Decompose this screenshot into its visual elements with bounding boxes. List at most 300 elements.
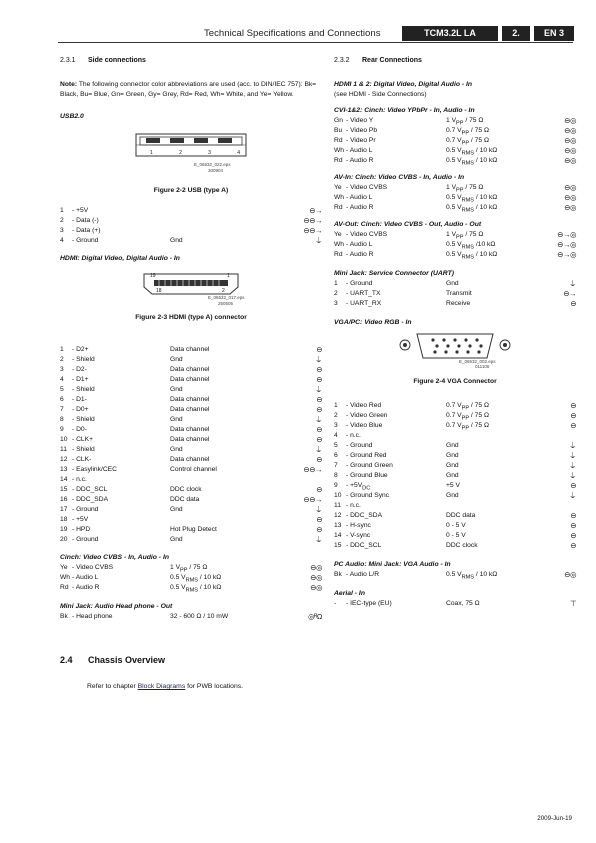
signal-direction-icon: ⊖◎ <box>310 563 322 572</box>
pin-name: - Video CVBS <box>346 231 388 238</box>
hdmi-pin-1-label: 1 <box>227 273 230 279</box>
pin-id: 3 <box>60 227 64 234</box>
hdmi-pin-18-label: 18 <box>156 288 162 294</box>
pin-id: 5 <box>334 442 338 449</box>
usb-heading: USB2.0 <box>60 113 84 120</box>
pin-id: 15 <box>60 486 68 493</box>
pin-id: Gn <box>334 117 343 124</box>
pin-name: - n.c. <box>346 432 361 439</box>
signal-direction-icon: ⊖ <box>570 411 576 420</box>
pin-id: 2 <box>60 356 64 363</box>
usb-figure <box>126 128 256 176</box>
hdmi-pin-2-label: 2 <box>222 288 225 294</box>
usb-fig-date: 300904 <box>208 168 224 173</box>
signal-direction-icon: ⊖ <box>316 375 322 384</box>
section-title: Side connections <box>88 57 146 64</box>
table-row <box>334 136 576 146</box>
pin-description: Gnd <box>446 492 459 499</box>
pin-name: - Video Blue <box>346 422 383 429</box>
table-row <box>334 411 576 421</box>
pin-id: Bu <box>334 127 343 134</box>
pin-description: 0.5 $V_{RMS} / 10$ kΩ <box>170 584 222 594</box>
signal-direction-icon: ⊖◎ <box>310 583 322 592</box>
pin-id: 3 <box>334 300 338 307</box>
avout-table <box>334 230 576 260</box>
cvbs-side-table <box>60 563 322 593</box>
usb-pin-labels: 1 2 3 4 <box>150 150 240 156</box>
pin-description: Gnd <box>170 446 183 453</box>
pin-description: Data channel <box>170 396 210 403</box>
table-row <box>60 385 322 395</box>
pin-id: 13 <box>60 466 68 473</box>
usb-caption: Figure 2-2 USB (type A) <box>153 187 229 194</box>
hdmi-fig-id: E_06532_017.eps <box>208 295 245 300</box>
pin-name: - CLK- <box>72 456 92 463</box>
pin-id: 11 <box>334 502 341 509</box>
vga-fig-date: 011106 <box>475 364 490 369</box>
table-row <box>334 193 576 203</box>
pin-id: Ye <box>60 564 68 571</box>
table-row <box>334 299 576 309</box>
table-row <box>60 216 322 226</box>
pin-id: Bk <box>334 571 342 578</box>
vga-connector-drawing <box>395 331 515 365</box>
pin-id: 4 <box>60 376 64 383</box>
ypbpr-table <box>334 116 576 166</box>
table-row <box>60 425 322 435</box>
pin-description: Data channel <box>170 406 210 413</box>
pin-name: - Data (+) <box>72 227 101 234</box>
pin-name: - n.c. <box>346 502 361 509</box>
pin-description: +5 V <box>446 482 460 489</box>
pin-description: DDC data <box>446 512 476 519</box>
vga-heading: VGA/PC: Video RGB - In <box>334 319 412 326</box>
vga-fig-id: E_06532_002.eps <box>459 359 496 364</box>
table-row <box>60 236 322 246</box>
section-number: 2.4 <box>60 655 73 665</box>
signal-direction-icon: ⊖◎ <box>310 573 322 582</box>
table-row <box>60 475 322 485</box>
pin-name: - Audio L <box>346 147 373 154</box>
signal-direction-icon: ⊖ <box>316 365 322 374</box>
pin-id: 10 <box>60 436 68 443</box>
vga-figure <box>395 331 515 373</box>
signal-direction-icon: ⊖ <box>316 435 322 444</box>
pin-id: 18 <box>60 516 68 523</box>
signal-direction-icon: ⏚ <box>315 236 322 245</box>
table-row <box>60 365 322 375</box>
pin-id: 11 <box>60 446 67 453</box>
pin-description: Data channel <box>170 456 210 463</box>
side-connections-column <box>60 56 322 622</box>
signal-direction-icon: ⊖◎ <box>564 183 576 192</box>
pin-id: 12 <box>60 456 68 463</box>
pin-id: 1 <box>334 402 338 409</box>
table-row <box>60 495 322 505</box>
table-row <box>60 515 322 525</box>
pin-id: 14 <box>60 476 68 483</box>
rear-connections-column <box>334 56 576 609</box>
pin-id: Wh <box>60 574 71 581</box>
pin-description: 0.7 $V_{PP} / 75$ Ω <box>446 127 489 137</box>
signal-direction-icon: ⊖ <box>570 541 576 550</box>
table-row <box>334 599 576 609</box>
signal-direction-icon: ⊖◎ <box>564 146 576 155</box>
pin-description: Data channel <box>170 426 210 433</box>
aerial-heading: Aerial - In <box>334 590 365 597</box>
table-row <box>60 395 322 405</box>
pin-description: 0.7 $V_{PP} / 75$ Ω <box>446 137 489 147</box>
pin-description: 1 $V_{PP} / 75$ Ω <box>170 564 208 574</box>
uart-table <box>334 279 576 309</box>
signal-direction-icon: ⏚ <box>315 415 322 424</box>
pin-description: 0.5 $V_{RMS} / 10$ kΩ <box>446 251 498 261</box>
table-row <box>334 126 576 136</box>
pin-description: Hot Plug Detect <box>170 526 217 533</box>
pin-description: 32 - 600 Ω / 10 mW <box>170 613 229 620</box>
headphone-heading: Mini Jack: Audio Head phone - Out <box>60 603 173 610</box>
table-row <box>334 441 576 451</box>
pin-name: - n.c. <box>72 476 87 483</box>
table-row <box>334 250 576 260</box>
table-row <box>60 612 322 622</box>
table-row <box>334 421 576 431</box>
pin-description: 0.7 $V_{PP} / 75$ Ω <box>446 402 489 412</box>
pin-description: DDC clock <box>170 486 202 493</box>
pin-name: - Head phone <box>72 613 113 620</box>
table-row <box>334 501 576 511</box>
pin-description: Data channel <box>170 436 210 443</box>
hdmi-pin-19-label: 19 <box>150 273 156 279</box>
pin-id: 6 <box>60 396 64 403</box>
pin-id: 4 <box>334 432 338 439</box>
cvbs-side-heading: Cinch: Video CVBS - In, Audio - In <box>60 554 169 561</box>
pin-name: - Ground Sync <box>346 492 390 499</box>
table-row <box>334 451 576 461</box>
pin-name: - Video CVBS <box>346 184 388 191</box>
usb-pin-table <box>60 206 322 246</box>
signal-direction-icon: ⊖ <box>570 531 576 540</box>
signal-direction-icon: ⊖ <box>316 525 322 534</box>
signal-direction-icon: ⏚ <box>569 461 576 470</box>
signal-direction-icon: ⊖ <box>316 345 322 354</box>
pin-id: Rd <box>334 137 343 144</box>
section-number: 2.3.1 <box>60 57 76 64</box>
signal-direction-icon: ⊖ <box>316 515 322 524</box>
pin-id: Ye <box>334 231 342 238</box>
pin-name: - DDC_SDA <box>346 512 383 519</box>
pin-name: - Ground Blue <box>346 472 388 479</box>
table-row <box>334 521 576 531</box>
table-row <box>334 146 576 156</box>
signal-direction-icon: ⊖→◎ <box>557 230 576 239</box>
table-row <box>60 455 322 465</box>
pin-description: 1 $V_{PP} / 75$ Ω <box>446 184 484 194</box>
table-row <box>60 445 322 455</box>
pin-description: Gnd <box>446 462 459 469</box>
pin-id: 2 <box>60 217 64 224</box>
pin-description: 0.5 $V_{RMS} / 10$ kΩ <box>446 571 498 581</box>
table-row <box>60 535 322 545</box>
hdmi-side-heading: HDMI: Digital Video, Digital Audio - In <box>60 255 180 262</box>
table-row <box>334 541 576 551</box>
signal-direction-icon: ⏚ <box>569 451 576 460</box>
pin-description: 0 - 5 V <box>446 522 466 529</box>
table-row <box>334 461 576 471</box>
pin-id: Wh <box>334 241 345 248</box>
pin-id: 19 <box>60 526 68 533</box>
pin-id: 2 <box>334 412 338 419</box>
pin-description: Coax, 75 Ω <box>446 600 480 607</box>
uart-heading: Mini Jack: Service Connector (UART) <box>334 270 454 277</box>
signal-direction-icon: ⊖◎ <box>564 193 576 202</box>
signal-direction-icon: ⏚ <box>315 385 322 394</box>
pin-id: Rd <box>334 204 343 211</box>
chassis-overview-heading <box>60 655 165 665</box>
pin-description: Gnd <box>446 442 459 449</box>
pin-description: Gnd <box>170 356 183 363</box>
color-note: Note: The following connector color abbreviations are used (acc. to DIN/IEC 757): Bk= Black, Bu= Blue, Gn= Green, Gy= Grey, Rd= Red, Wh= White, and Ye= Yellow. <box>60 81 317 98</box>
usb-fig-id: E_06532_022.eps <box>194 162 231 167</box>
pin-name: - UART_RX <box>346 300 382 307</box>
pin-id: 17 <box>60 506 68 513</box>
pin-name: - D1+ <box>72 376 89 383</box>
table-row <box>334 481 576 491</box>
pin-name: - +5V <box>72 207 89 214</box>
table-row <box>334 240 576 250</box>
pin-id: 20 <box>60 536 68 543</box>
pin-id: 8 <box>60 416 64 423</box>
pin-description: 0 - 5 V <box>446 532 466 539</box>
pin-name: - Video Pr <box>346 137 376 144</box>
pin-id: Wh <box>334 147 345 154</box>
pin-name: - DDC_SCL <box>346 542 382 549</box>
pin-description: 0.5 $V_{RMS} / 10$ kΩ <box>446 194 498 204</box>
table-row <box>334 203 576 213</box>
pin-name: - Video Y <box>346 117 374 124</box>
signal-direction-icon: ⊖◎ <box>564 203 576 212</box>
pin-id: 12 <box>334 512 342 519</box>
pin-name: - Ground <box>72 237 99 244</box>
pin-name: - Ground <box>346 280 373 287</box>
pin-description: 1 $V_{PP} / 75$ Ω <box>446 117 484 127</box>
pin-name: - Audio R <box>72 584 100 591</box>
table-row <box>334 183 576 193</box>
pin-id: 6 <box>334 452 338 459</box>
avin-heading: AV-In: Cinch: Video CVBS - In, Audio - In <box>334 174 465 181</box>
hdmi-rear-heading: HDMI 1 & 2: Digital Video, Digital Audio - In <box>334 81 473 88</box>
pin-id: 3 <box>334 422 338 429</box>
signal-direction-icon: ⊖◎ <box>564 156 576 165</box>
table-row <box>60 465 322 475</box>
table-row <box>334 116 576 126</box>
pin-name: - Data (-) <box>72 217 99 224</box>
pin-name: - DDC_SCL <box>72 486 108 493</box>
table-row <box>334 230 576 240</box>
hdmi-caption: Figure 2-3 HDMI (type A) connector <box>135 314 247 321</box>
pin-id: Rd <box>334 251 343 258</box>
pin-description: Gnd <box>170 506 183 513</box>
pin-description: Gnd <box>170 416 183 423</box>
table-row <box>60 563 322 573</box>
signal-direction-icon: ⊖ <box>316 455 322 464</box>
pin-name: - Easylink/CEC <box>72 466 117 473</box>
signal-direction-icon: ⊖◎ <box>564 126 576 135</box>
signal-direction-icon: ⊖⊖→ <box>303 226 322 235</box>
signal-direction-icon: ⊖→ <box>309 206 322 215</box>
table-row <box>334 471 576 481</box>
pin-name: - Ground <box>346 442 373 449</box>
model-badge: TCM3.2L LA <box>402 26 498 41</box>
table-row <box>334 431 576 441</box>
pin-name: - Video Pb <box>346 127 378 134</box>
signal-direction-icon: ⏚ <box>569 279 576 288</box>
table-row <box>334 531 576 541</box>
vga-caption: Figure 2-4 VGA Connector <box>413 378 497 385</box>
pc-audio-heading: PC Audio: Mini Jack: VGA Audio - In <box>334 561 451 568</box>
pin-id: 16 <box>60 496 68 503</box>
signal-direction-icon: ⊖◎ <box>564 116 576 125</box>
pin-id: 10 <box>334 492 342 499</box>
pin-id: Rd <box>60 584 69 591</box>
hdmi-rear-note: (see HDMI - Side Connections) <box>334 91 427 98</box>
table-row <box>334 156 576 166</box>
pin-name: - D2+ <box>72 346 89 353</box>
section-heading-side <box>60 56 322 66</box>
pin-id: Rd <box>334 157 343 164</box>
table-row <box>60 505 322 515</box>
table-row <box>334 279 576 289</box>
pin-description: 0.7 $V_{PP} / 75$ Ω <box>446 422 489 432</box>
pin-name: - Audio L/R <box>346 571 380 578</box>
signal-direction-icon: ⊖ <box>570 299 576 308</box>
pin-name: - Shield <box>72 416 95 423</box>
header-rule <box>58 42 573 43</box>
pin-id: 7 <box>334 462 338 469</box>
table-row <box>60 435 322 445</box>
pin-id: Wh <box>334 194 345 201</box>
pin-name: - Audio R <box>346 204 374 211</box>
signal-direction-icon: ⊖ <box>570 481 576 490</box>
pin-name: - DDC_SDA <box>72 496 109 503</box>
pin-name: - Video Green <box>346 412 388 419</box>
signal-direction-icon: ⊖⊖→ <box>303 465 322 474</box>
pin-id: 7 <box>60 406 64 413</box>
pin-description: 0.5 $V_{RMS}$ /10 kΩ <box>446 241 496 251</box>
hdmi-pin-table <box>60 345 322 545</box>
table-row <box>334 570 576 580</box>
page-header-title: Technical Specifications and Connections <box>204 28 381 39</box>
pin-name: - Audio R <box>346 251 374 258</box>
pin-name: - Audio L <box>346 194 373 201</box>
pin-id: 1 <box>334 280 338 287</box>
signal-direction-icon: ⊖ <box>316 485 322 494</box>
language-badge: EN 3 <box>534 26 574 41</box>
table-row <box>60 415 322 425</box>
pin-description: 0.5 $V_{RMS} / 10$ kΩ <box>170 574 222 584</box>
pin-name: - D0- <box>72 426 87 433</box>
pin-name: - HPD <box>72 526 91 533</box>
pin-description: Gnd <box>446 280 459 287</box>
section-title: Rear Connections <box>362 57 422 64</box>
pin-description: Transmit <box>446 290 472 297</box>
signal-direction-icon: ⏚ <box>315 505 322 514</box>
pin-name: - Video Red <box>346 402 382 409</box>
pin-name: - D2- <box>72 366 87 373</box>
pin-name: - +5V <box>72 516 89 523</box>
pin-name: - H-sync <box>346 522 371 529</box>
pin-name: - V-sync <box>346 532 371 539</box>
pin-id: 3 <box>60 366 64 373</box>
signal-direction-icon: ⊖ <box>316 405 322 414</box>
pin-name: - Ground <box>72 506 99 513</box>
pin-description: Gnd <box>446 452 459 459</box>
pin-name: - CLK+ <box>72 436 93 443</box>
pin-name: - Ground <box>72 536 99 543</box>
pin-id: 9 <box>334 482 338 489</box>
table-row <box>60 226 322 236</box>
pin-description: 0.5 $V_{RMS} / 10$ kΩ <box>446 147 498 157</box>
pin-id: 14 <box>334 532 342 539</box>
pin-description: Receive <box>446 300 471 307</box>
pin-description: Data channel <box>170 366 210 373</box>
section-heading-rear <box>334 56 576 66</box>
pin-name: - Ground Red <box>346 452 387 459</box>
section-title: Chassis Overview <box>88 655 166 665</box>
signal-direction-icon: ⏚ <box>569 471 576 480</box>
pin-name: - Audio R <box>346 157 374 164</box>
pin-name: - D1- <box>72 396 87 403</box>
pin-description: 0.7 $V_{PP} / 75$ Ω <box>446 412 489 422</box>
pin-id: 13 <box>334 522 342 529</box>
table-row <box>60 355 322 365</box>
signal-direction-icon: ⊖ <box>316 425 322 434</box>
pin-id: Bk <box>60 613 68 620</box>
signal-direction-icon: ⊖◎ <box>564 136 576 145</box>
avin-table <box>334 183 576 213</box>
block-diagrams-link[interactable]: Block Diagrams <box>137 683 186 690</box>
hdmi-fig-date: 250505 <box>218 301 234 306</box>
pin-id: 9 <box>60 426 64 433</box>
pin-id: 4 <box>60 237 64 244</box>
headphone-table <box>60 612 322 622</box>
pin-description: 1 $V_{PP} / 75$ Ω <box>446 231 484 241</box>
pin-name: - Audio L <box>72 574 99 581</box>
table-row <box>60 573 322 583</box>
pin-name: - D0+ <box>72 406 89 413</box>
pin-name: - IEC-type (EU) <box>346 600 392 607</box>
pin-id: 5 <box>60 386 64 393</box>
table-row <box>334 289 576 299</box>
signal-direction-icon: ⏚ <box>569 491 576 500</box>
aerial-table <box>334 599 576 609</box>
signal-direction-icon: ⊖→◎ <box>557 250 576 259</box>
pin-name: - Shield <box>72 356 95 363</box>
signal-direction-icon: ⊖→◎ <box>557 240 576 249</box>
table-row <box>60 206 322 216</box>
section-number: 2.3.2 <box>334 57 350 64</box>
table-row <box>60 345 322 355</box>
footer-date: 2009-Jun-19 <box>537 815 572 822</box>
table-row <box>334 491 576 501</box>
pc-audio-table <box>334 570 576 580</box>
pin-description: Gnd <box>170 536 183 543</box>
vga-pin-table <box>334 401 576 551</box>
chassis-overview-text: Refer to chapter Block Diagrams for PWB locations. <box>87 683 244 690</box>
pin-id: 2 <box>334 290 338 297</box>
table-row <box>60 525 322 535</box>
pin-name: - Audio L <box>346 241 373 248</box>
